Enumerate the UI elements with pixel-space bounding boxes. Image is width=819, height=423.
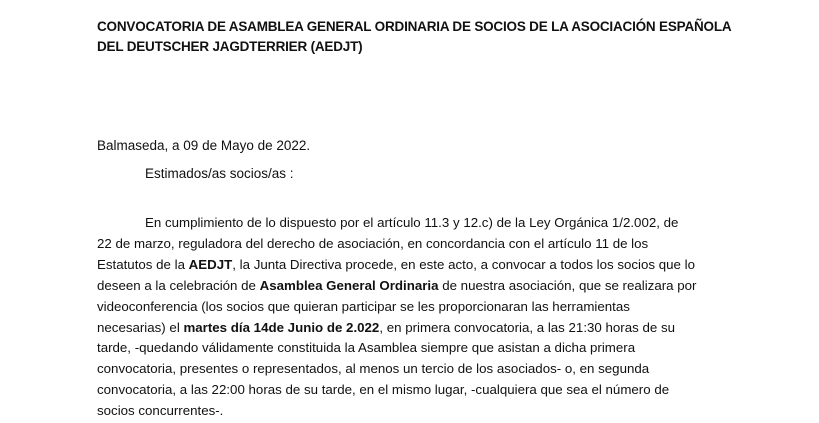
paragraph-line: convocatoria, a las 22:00 horas de su tarde, en el mismo lugar, -cualquiera que sea el número de xyxy=(97,382,670,398)
date-line: Balmaseda, a 09 de Mayo de 2022. xyxy=(97,138,311,153)
paragraph-line xyxy=(97,318,717,339)
paragraph-text: Estatutos de la xyxy=(97,256,189,272)
bold-meeting-date: martes día 14de Junio de 2.022 xyxy=(183,319,380,335)
bold-aedjt: AEDJT xyxy=(188,256,233,272)
paragraph-line: videoconferencia (los socios que quieran participar se les proporcionaran las herramientas xyxy=(97,298,630,314)
paragraph-text: necesarias) el xyxy=(97,319,184,335)
paragraph-line: 22 de marzo, reguladora del derecho de asociación, en concordancia con el artículo 11 de los xyxy=(97,235,649,251)
title-line-2: DEL DEUTSCHER JAGDTERRIER (AEDJT) xyxy=(97,39,363,54)
paragraph-text: deseen a la celebración de xyxy=(97,277,260,293)
paragraph-line: socios concurrentes-. xyxy=(97,403,224,419)
document-title xyxy=(97,17,737,57)
paragraph-text: , en primera convocatoria, a las 21:30 horas de su xyxy=(379,319,675,335)
title-line-1: CONVOCATORIA DE ASAMBLEA GENERAL ORDINARIA DE SOCIOS DE LA ASOCIACIÓN ESPAÑOLA xyxy=(97,19,732,34)
paragraph-line xyxy=(97,276,717,297)
paragraph-text: de nuestra asociación, que se realizara por xyxy=(438,277,697,293)
paragraph-line: tarde, -quedando válidamente constituida la Asamblea siempre que asistan a dicha primera xyxy=(97,340,636,356)
body-paragraph xyxy=(97,213,717,422)
greeting: Estimados/as socios/as : xyxy=(145,166,294,181)
paragraph-line: En cumplimiento de lo dispuesto por el artículo 11.3 y 12.c) de la Ley Orgánica 1/2.002, de xyxy=(145,215,679,230)
paragraph-line xyxy=(97,255,717,276)
paragraph-line: convocatoria, presentes o representados, al menos un tercio de los asociados- o, en segunda xyxy=(97,361,650,377)
bold-assembly-type: Asamblea General Ordinaria xyxy=(259,277,439,293)
paragraph-text: , la Junta Directiva procede, en este acto, a convocar a todos los socios que lo xyxy=(232,256,695,272)
